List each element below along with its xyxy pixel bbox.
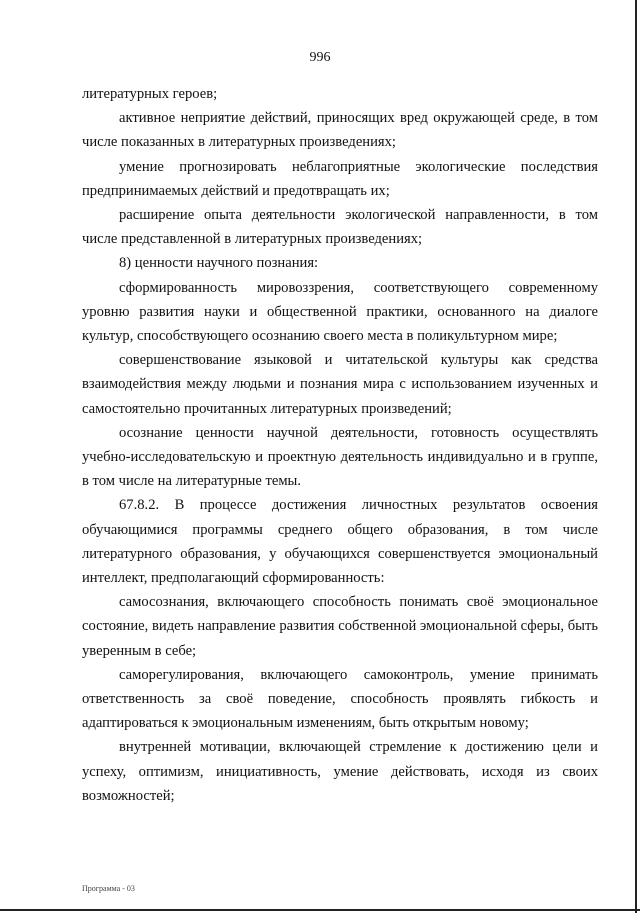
paragraph: внутренней мотивации, включающей стремление к достижению цели и успеху, оптимизм, инициативность, умение действовать, исходя из своих возможностей; — [82, 739, 598, 804]
body-text — [82, 82, 598, 808]
paragraph: самосознания, включающего способность понимать своё эмоциональное состояние, видеть направление развития собственной эмоциональной сферы, быть уверенным в себе; — [82, 594, 598, 659]
paragraph: саморегулирования, включающего самоконтроль, умение принимать ответственность за своё поведение, способность проявлять гибкость и адаптироваться к эмоциональным изменениям, быть открытым новому; — [82, 666, 598, 732]
paragraph: расширение опыта деятельности экологической направленности, в том числе представленной в литературных произведениях; — [82, 207, 598, 248]
scan-edge-bottom — [0, 909, 640, 911]
paragraph: умение прогнозировать неблагоприятные экологические последствия предпринимаемых действий и предотвращать их; — [82, 158, 598, 199]
paragraph: 8) ценности научного познания: — [119, 255, 319, 272]
paragraph: совершенствование языковой и читательской культуры как средства взаимодействия между людьми и познания мира с использованием изученных и самостоятельно прочитанных литературных произведений; — [82, 352, 598, 417]
paragraph: 67.8.2. В процессе достижения личностных результатов освоения обучающимися программы среднего общего образования, в том числе литературного образования, у обучающихся совершенствуется эмоциональный интеллект, предполагающий сформированность: — [82, 497, 598, 587]
paragraph: активное неприятие действий, приносящих вред окружающей среде, в том числе показанных в литературных произведениях; — [82, 110, 598, 151]
paragraph: сформированность мировоззрения, соответствующего современному уровню развития науки и общественной практики, основанного на диалоге культур, способствующего осознанию своего места в поликультурном мире; — [82, 279, 598, 345]
page-number: 996 — [309, 50, 331, 65]
paragraph: литературных героев; — [82, 86, 218, 102]
page-footer: Программа - 03 — [82, 884, 135, 893]
scan-edge-right — [635, 0, 637, 913]
paragraph: осознание ценности научной деятельности, готовность осуществлять учебно-исследовательскую и проектную деятельность индивидуально и в группе, в том числе на литературные темы. — [82, 424, 598, 490]
